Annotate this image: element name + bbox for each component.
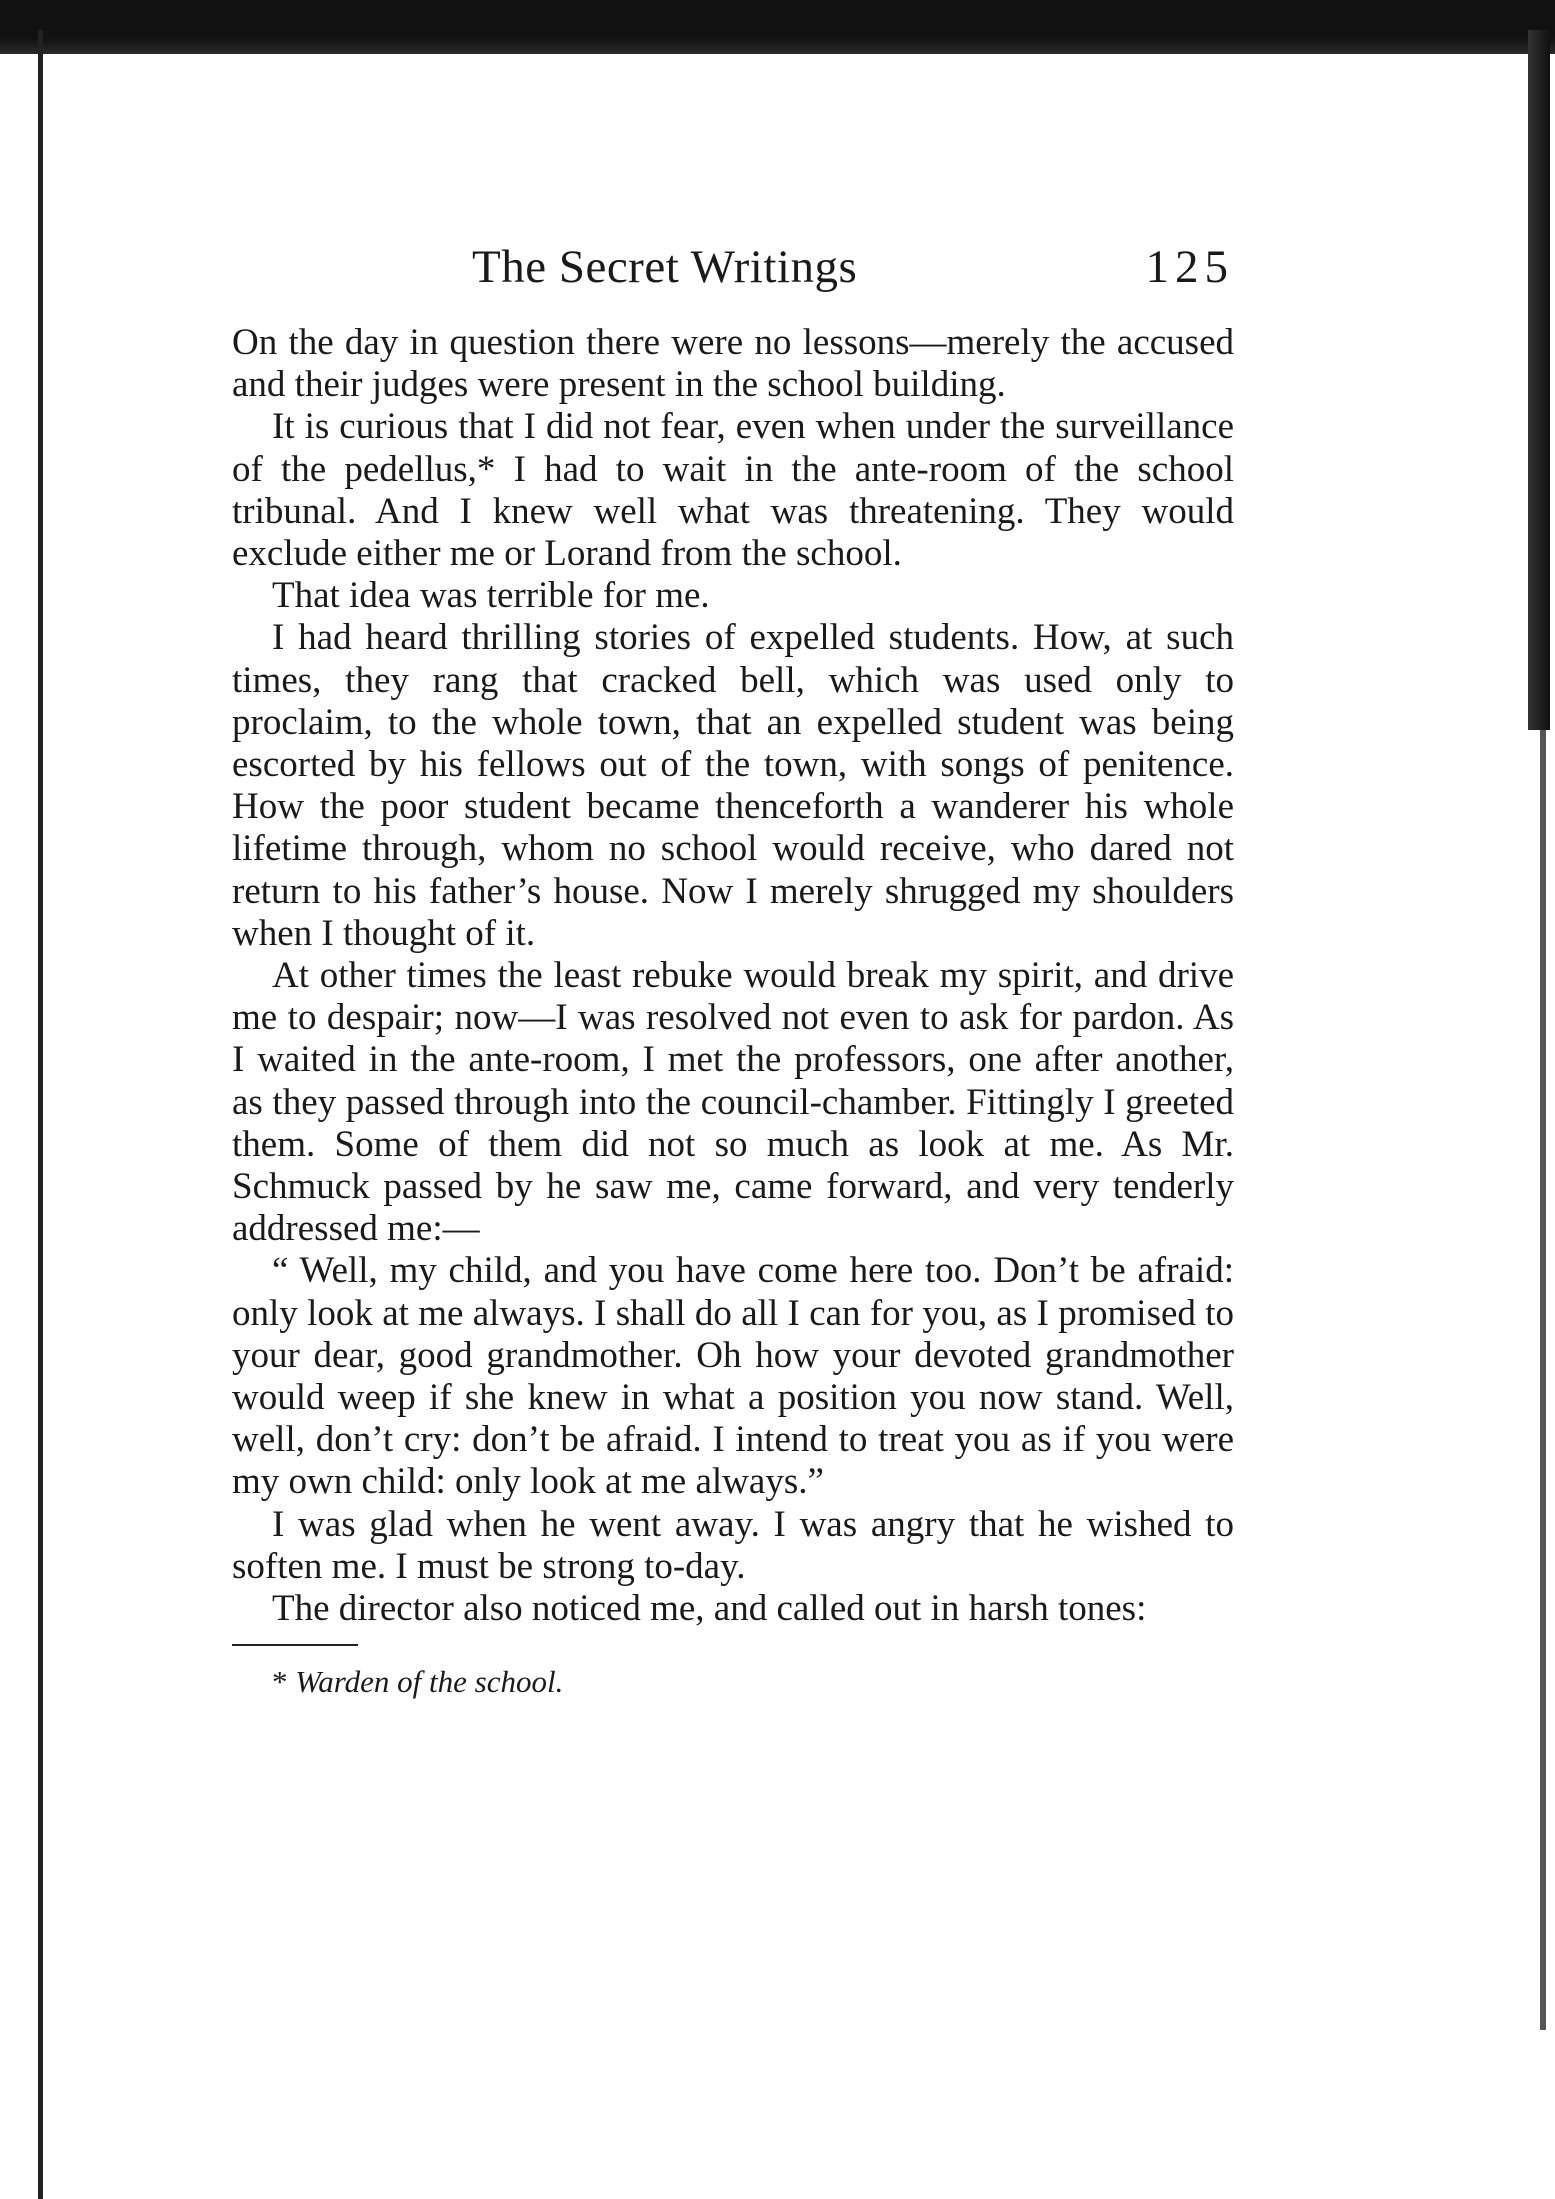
scan-top-edge (0, 0, 1555, 54)
paragraph: On the day in question there were no lessons—merely the accused and their judges were present in the school building. (232, 322, 1234, 406)
paragraph: That idea was terrible for me. (272, 575, 710, 617)
footnote-text: Warden of the school. (295, 1664, 564, 1700)
paragraph: I was glad when he went away. I was angry that he wished to soften me. I must be strong to-day. (232, 1503, 1234, 1587)
page-number: 125 (1145, 241, 1234, 293)
paragraph: The director also noticed me, and called out in harsh tones: (272, 1588, 1147, 1630)
paragraph: “ Well, my child, and you have come here too. Don’t be afraid: only look at me always. I shall do all I can for you, as I promised to your dear, good grandmother. Oh how your devoted grandmother would weep if she knew in what a position you now stand. Well, well, don’t cry: don’t be afraid. I intend to treat you as if you were my own child: only look at me always.” (232, 1250, 1234, 1503)
paragraph: It is curious that I did not fear, even when under the surveillance of the pedellus,* I had to wait in the ante-room of the school tribunal. And I knew well what was threatening. They would exclude either me or Lorand from the school. (232, 406, 1234, 575)
footnote-marker: * (272, 1664, 288, 1700)
footnote-rule (232, 1644, 358, 1646)
book-page (232, 240, 1234, 1700)
scan-right-edge-lower (1540, 730, 1546, 2030)
scan-right-edge (1528, 30, 1550, 730)
paragraph: I had heard thrilling stories of expelled students. How, at such times, they rang that cracked bell, which was used only to proclaim, to the whole town, that an expelled student was being escorted by his fellows out of the town, with songs of penitence. How the poor student became thenceforth a wanderer his whole lifetime through, whom no school would receive, who dared not return to his father’s house. Now I merely shrugged my shoulders when I thought of it. (232, 617, 1234, 954)
body-text (232, 322, 1234, 1630)
scan-left-edge (38, 30, 43, 2199)
running-title: The Secret Writings (472, 241, 858, 293)
footnote (232, 1664, 1234, 1700)
page-header (232, 240, 1234, 310)
paragraph: At other times the least rebuke would break my spirit, and drive me to despair; now—I was resolved not even to ask for pardon. As I waited in the ante-room, I met the professors, one after another, as they passed through into the council-chamber. Fittingly I greeted them. Some of them did not so much as look at me. As Mr. Schmuck passed by he saw me, came forward, and very tenderly addressed me:— (232, 955, 1234, 1250)
